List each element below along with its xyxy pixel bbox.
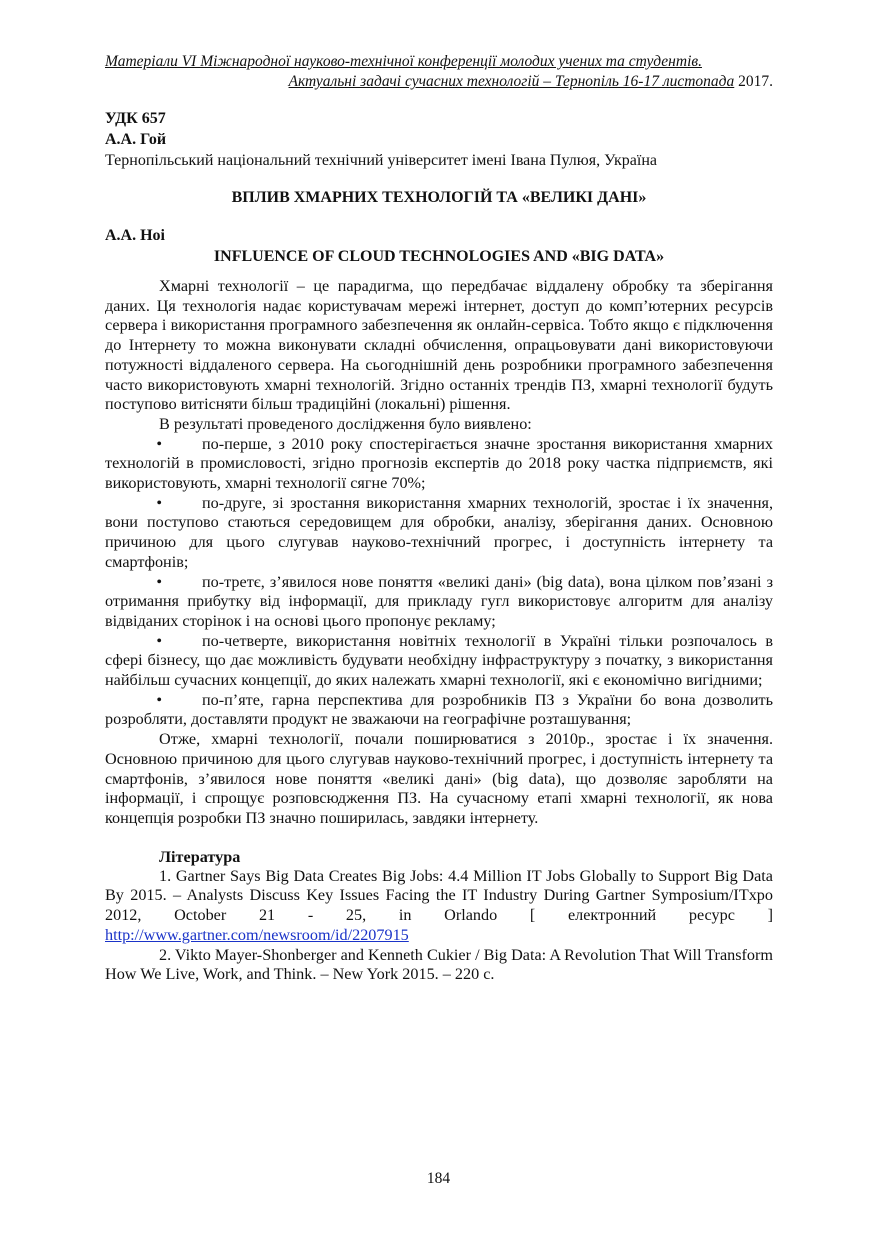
bullet-text: по-п’яте, гарна перспектива для розробників ПЗ з України бо вона дозволить розробляти, доставляти продукт не зважаючи на географічне розташування; (105, 690, 773, 729)
header-line-1: Матеріали VІ Міжнародної науково-технічної конференції молодих учених та студентів. (105, 53, 702, 70)
paper-page (105, 52, 773, 985)
author-ua: А.А. Гой (105, 131, 167, 148)
bullet-item (105, 691, 773, 730)
author-en: A.A. Hoi (105, 227, 165, 244)
bullet-text: по-перше, з 2010 року спостерігається значне зростання використання хмарних технологій в промисловості, згідно прогнозів експертів до 2018 року частка підприємств, які використовують, хмарні технології сягне 70%; (105, 434, 773, 493)
results-lead: В результаті проведеного дослідження було виявлено: (159, 414, 532, 433)
bullet-item (105, 435, 773, 494)
bullet-mark: • (156, 493, 162, 512)
article-body (105, 277, 773, 829)
reference-1-link[interactable]: http://www.gartner.com/newsroom/id/2207915 (105, 925, 409, 944)
conclusion-paragraph: Отже, хмарні технології, почали поширюватися з 2010р., зростає і їх значення. Основною причиною для цього слугував науково-технічний прогрес, і доступність інтернету та смартфонів, з’явилося нове поняття «великі дані» (big data), що дозволяє заробляти на інформації, і спрощує розповсюдження ПЗ. На сучасному етапі хмарні технології, як нова концепція розробки ПЗ значно поширилась, завдяки інтернету. (105, 730, 773, 827)
header-year: 2017. (734, 73, 773, 90)
title-en: INFLUENCE OF CLOUD TECHNOLOGIES AND «BIG DATA» (213, 248, 665, 265)
header-line-2: Актуальні задачі сучасних технологій – Тернопіль 16-17 листопада (288, 73, 735, 90)
bullet-item (105, 494, 773, 573)
running-header (105, 52, 773, 92)
page-number: 184 (426, 1170, 451, 1187)
bullet-item (105, 632, 773, 691)
bullet-text: по-четверте, використання новітніх технології в Україні тільки розпочалось в сфері бізнесу, що дає можливість будувати необхідну інфраструктуру з початку, з використання найбільш сучасних концепції, до яких належать хмарні технології, які є економічно вигідними; (105, 631, 773, 690)
bullet-mark: • (156, 572, 162, 591)
udk-code: УДК 657 (105, 110, 166, 127)
bullet-mark: • (156, 690, 162, 709)
reference-2: 2. Vikto Mayer-Shonberger and Kenneth Cukier / Big Data: A Revolution That Will Transform How We Live, Work, and Think. – New York 2015. – 220 с. (105, 945, 773, 984)
title-ua: ВПЛИВ ХМАРНИХ ТЕХНОЛОГІЙ ТА «ВЕЛИКІ ДАНІ» (231, 189, 647, 206)
reference-1-text: 1. Gartner Says Big Data Creates Big Jobs: 4.4 Million IT Jobs Globally to Support Big Data By 2015. – Analysts Discuss Key Issues Facing the IT Industry During Gartner Symposium/ITxpo 2012, October 21 - 25, in Orlando [ електронний ресурс ] (105, 866, 773, 925)
bullet-mark: • (156, 631, 162, 650)
bullet-mark: • (156, 434, 162, 453)
reference-1 (105, 867, 773, 946)
affiliation: Тернопільський національний технічний університет імені Івана Пулюя, Україна (105, 152, 657, 169)
bullet-text: по-третє, з’явилося нове поняття «великі дані» (big data), вона цілком пов’язані з отримання прибутку від інформації, для прикладу гугл використовує алгоритм для аналізу відвіданих сторінок і на основі цього пропонує рекламу; (105, 572, 773, 630)
bullet-item (105, 573, 773, 632)
bullet-text: по-друге, зі зростання використання хмарних технологій, зростає і їх значення, вони поступово стаються середовищем для обробки, аналізу, зберігання даних. Основною причиною для цього слугував науково-технічний прогрес, і доступність інтернету та смартфонів; (105, 493, 773, 571)
intro-paragraph: Хмарні технології – це парадигма, що передбачає віддалену обробку та зберігання даних. Ця технологія надає користувачам мережі інтернет, доступ до комп’ютерних ресурсів сервера і використання програмного забезпечення як онлайн-сервіса. Тобто якщо є підключення до Інтернету то можна виконувати складні обчислення, опрацьовувати дані використовуючи потужності віддаленого сервера. На сьогоднішній день розробники програмного забезпечення часто використовують хмарні технологій. Згідно останніх трендів ПЗ, хмарні технології будуть поступово витісняти більш традиційні (локальні) рішення. (105, 277, 773, 414)
literature-heading: Література (159, 847, 241, 866)
